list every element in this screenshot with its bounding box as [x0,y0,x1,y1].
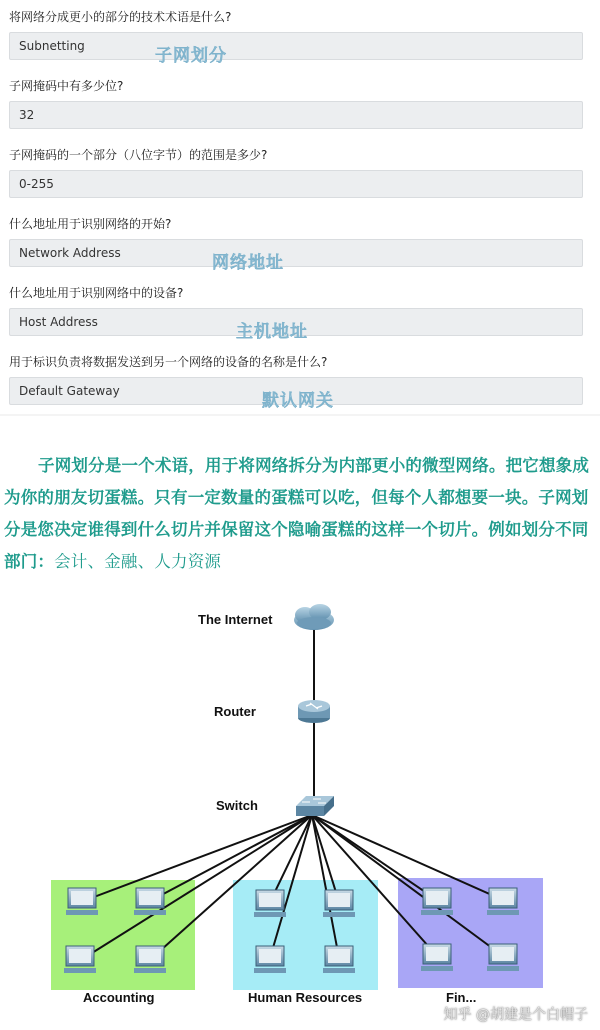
group-box-hr [233,880,378,990]
internet-label: The Internet [198,612,273,627]
answer-field-4[interactable] [9,239,583,267]
answer-value-2: 32 [19,108,35,122]
annotation-1: 子网划分 [155,46,227,66]
answer-value-1: Subnetting [19,39,85,53]
network-diagram [0,590,600,1030]
accounting-label: Accounting [83,990,155,1005]
answer-value-4: Network Address [19,246,121,260]
explanation-paragraph [4,450,594,578]
finance-pc-2-icon [487,888,519,915]
switch-icon [296,796,334,816]
internet-cloud-icon [294,604,334,630]
question-3: 子网掩码的一个部分（八位字节）的范围是多少? [9,148,268,162]
finance-pc-1-icon [421,888,453,915]
accounting-pc-4-icon [134,946,166,973]
accounting-pc-1-icon [66,888,98,915]
watermark: 知乎 @胡建是个白帽子 [443,1007,588,1023]
paragraph-tail: 会计、金融、人力资源 [54,552,222,571]
network-diagram-svg [0,590,600,1030]
answer-field-1[interactable] [9,32,583,60]
finance-pc-4-icon [487,944,519,971]
hr-pc-1-icon [254,890,286,917]
quiz-panel [0,0,600,414]
question-6: 用于标识负责将数据发送到另一个网络的设备的名称是什么? [9,355,328,369]
accounting-pc-3-icon [64,946,96,973]
annotation-4: 网络地址 [212,253,284,273]
paragraph-main: 子网划分是一个术语，用于将网络拆分为内部更小的微型网络。把它想象成为你的朋友切蛋糕。只有一定数量的蛋糕可以吃，但每个人都想要一块。子网划分是您决定谁得到什么切片并保留这个隐喻蛋糕的这样一个切片。例如划分不同部门： [4,456,590,571]
answer-field-3[interactable] [9,170,583,198]
answer-value-3: 0-255 [19,177,54,191]
hr-pc-2-icon [323,890,355,917]
hr-pc-3-icon [254,946,286,973]
finance-label: Fin... [446,990,477,1005]
answer-value-5: Host Address [19,315,98,329]
question-4: 什么地址用于识别网络的开始? [9,217,172,231]
router-icon [298,700,330,723]
switch-label: Switch [216,798,258,813]
section-divider [0,414,600,416]
annotation-5: 主机地址 [236,322,308,342]
router-label: Router [214,704,256,719]
answer-value-6: Default Gateway [19,384,120,398]
question-2: 子网掩码中有多少位? [9,79,124,93]
accounting-pc-2-icon [134,888,166,915]
question-5: 什么地址用于识别网络中的设备? [9,286,184,300]
annotation-6: 默认网关 [262,391,334,411]
finance-pc-3-icon [421,944,453,971]
hr-pc-4-icon [323,946,355,973]
question-1: 将网络分成更小的部分的技术术语是什么? [9,10,232,24]
hr-label: Human Resources [248,990,363,1005]
answer-field-2[interactable] [9,101,583,129]
